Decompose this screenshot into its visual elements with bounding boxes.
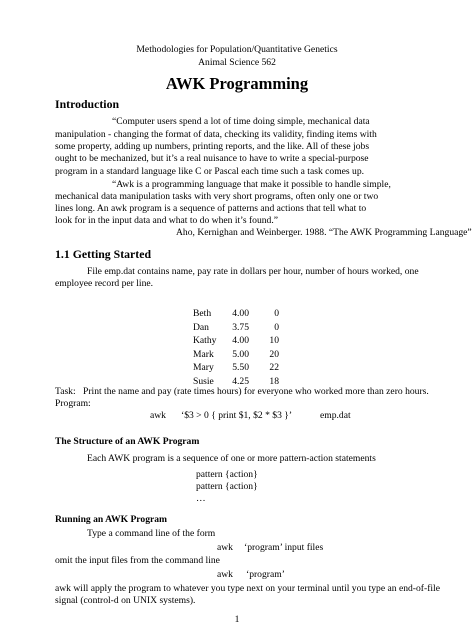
quote2-line: “Awk is a programming language that make it possible to handle simple, — [112, 179, 391, 190]
getting-started-para: File emp.dat contains name, pay rate in dollars per hour, number of hours worked, one — [87, 266, 419, 277]
running-para3: awk will apply the program to whatever you type next on your terminal until you type an end-of-file — [55, 583, 440, 594]
table-row — [193, 334, 279, 348]
table-row — [193, 321, 279, 335]
quote2-line: look for in the input data and what to do when it’s found.” — [55, 215, 279, 226]
employee-data-table — [193, 307, 279, 388]
hours-worked: 18 — [269, 375, 279, 387]
table-row — [193, 348, 279, 362]
quote1-line: manipulation - changing the format of data, checking its validity, finding items with — [55, 129, 377, 140]
program-input-file: emp.dat — [320, 410, 351, 421]
table-row — [193, 361, 279, 375]
running-para1: Type a command line of the form — [87, 528, 216, 539]
pay-rate: 4.00 — [232, 335, 249, 346]
pay-rate: 4.00 — [232, 308, 249, 319]
quote1-line: program in a standard language like C or Pascal each time such a task comes up. — [55, 166, 365, 177]
pattern-action-line: pattern {action} — [196, 481, 258, 492]
citation: Aho, Kernighan and Weinberger. 1988. “The AWK Programming Language” — [176, 227, 472, 238]
program-command: awk — [150, 410, 166, 421]
program-label: Program: — [55, 398, 91, 409]
pattern-action-ellipsis: … — [196, 493, 206, 504]
employee-name: Mark — [193, 348, 214, 360]
quote2-line: mechanical data manipulation tasks with very short programs, often only one or two — [55, 191, 379, 202]
section-heading-introduction: Introduction — [55, 97, 120, 111]
getting-started-para: employee record per line. — [55, 278, 154, 289]
employee-name: Beth — [193, 308, 212, 319]
page-title: AWK Programming — [165, 74, 309, 93]
quote1-line: “Computer users spend a lot of time doing simple, mechanical data — [112, 116, 370, 127]
running-para3: signal (control-d on UNIX systems). — [55, 595, 196, 606]
running-para2: omit the input files from the command line — [55, 555, 220, 566]
employee-name: Kathy — [193, 335, 217, 346]
command-args: ‘program’ — [246, 569, 285, 580]
task-label: Task: — [55, 386, 76, 397]
quote1-line: ought to be mechanized, but it’s a real nuisance to have to write a special-purpose — [55, 153, 369, 164]
department-line: Animal Science 562 — [198, 57, 276, 68]
pattern-action-line: pattern {action} — [196, 469, 258, 480]
table-row — [193, 307, 279, 321]
hours-worked: 0 — [274, 308, 279, 319]
hours-worked: 10 — [269, 335, 279, 346]
task-text: Print the name and pay (rate times hours) for everyone who worked more than zero hours. — [83, 386, 429, 397]
command-args: ‘program’ input files — [244, 542, 324, 553]
quote2-line: lines long. An awk program is a sequence of patterns and actions that tell what to — [55, 203, 367, 214]
hours-worked: 22 — [269, 362, 279, 373]
quote1-line: some property, adding up numbers, printing reports, and the like. All of these jobs — [55, 141, 370, 152]
employee-name: Susie — [193, 375, 214, 387]
hours-worked: 20 — [269, 348, 279, 360]
page-number: 1 — [234, 614, 240, 625]
pay-rate: 4.25 — [232, 375, 249, 387]
section-heading-getting-started: 1.1 Getting Started — [55, 247, 151, 261]
pay-rate: 3.75 — [232, 321, 249, 333]
employee-name: Mary — [193, 362, 214, 373]
employee-name: Dan — [193, 321, 209, 333]
pay-rate: 5.00 — [232, 348, 249, 360]
section-heading-structure: The Structure of an AWK Program — [55, 436, 200, 447]
command-awk: awk — [217, 569, 233, 580]
hours-worked: 0 — [274, 321, 279, 333]
program-code: ‘$3 > 0 { print $1, $2 * $3 }’ — [181, 410, 293, 421]
command-awk: awk — [217, 542, 233, 553]
pay-rate: 5.50 — [232, 362, 249, 373]
structure-para: Each AWK program is a sequence of one or more pattern-action statements — [87, 453, 376, 464]
section-heading-running: Running an AWK Program — [55, 514, 168, 525]
course-title: Methodologies for Population/Quantitative Genetics — [136, 44, 338, 55]
